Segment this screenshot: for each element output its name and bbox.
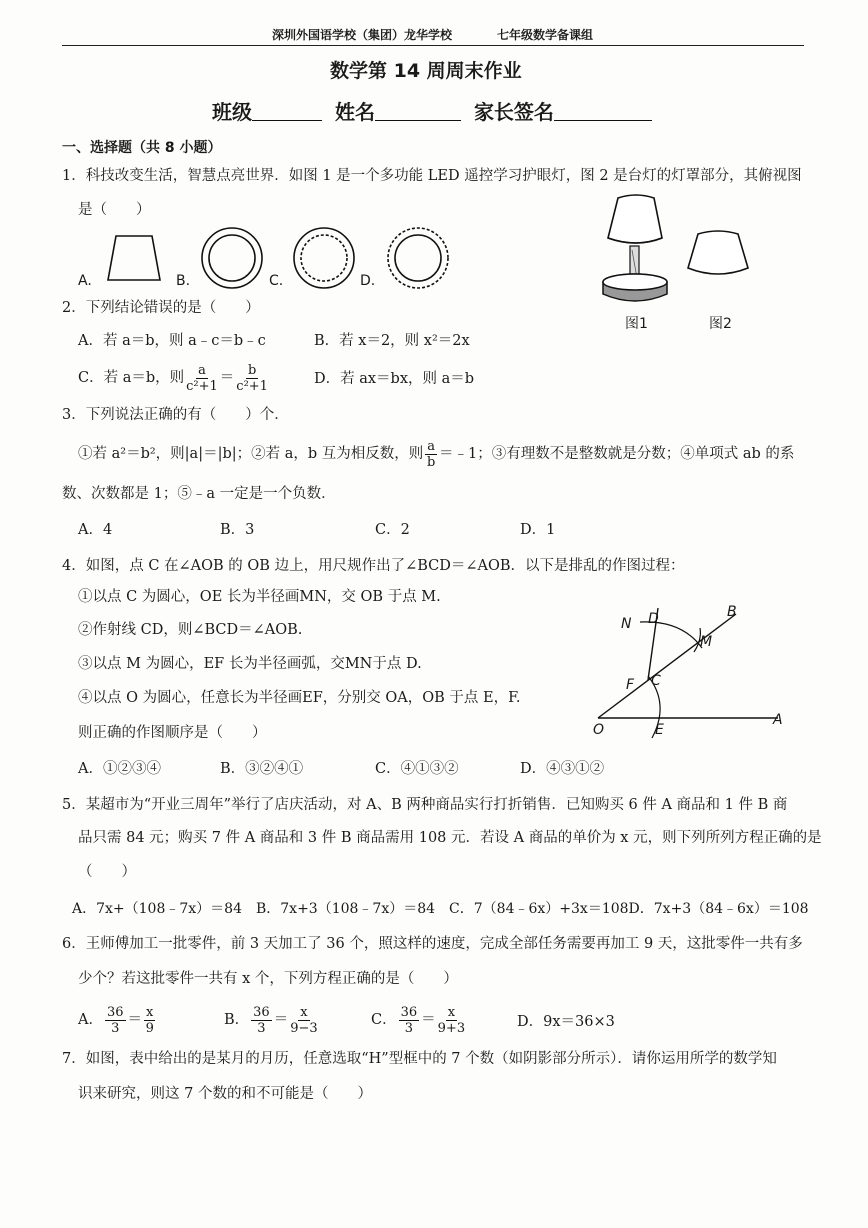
point-f-label: F <box>626 677 635 693</box>
q2-stem: 2．下列结论错误的是（ ） <box>62 300 260 316</box>
q7-stem-line2: 识来研究，则这 7 个数的和不可能是（ ） <box>78 1086 372 1102</box>
student-info <box>212 96 652 125</box>
q4-ask: 则正确的作图顺序是（ ） <box>78 725 267 741</box>
q2-option-a[interactable]: A．若 a＝b，则 a﹣c＝b﹣c <box>78 333 266 349</box>
q7-stem-line1: 7．如图，表中给出的是某月的月历，任意选取“H”型框中的 7 个数（如阴影部分所示）．请你运用所学的数学知 <box>62 1051 777 1067</box>
q4-step-2: ②作射线 CD，则∠BCD＝∠AOB. <box>78 622 303 638</box>
page-title: 数学第 14 周周末作业 <box>330 60 522 82</box>
header-rule <box>62 45 804 46</box>
parent-signature-blank[interactable] <box>554 100 652 121</box>
q2-option-b[interactable]: B．若 x＝2，则 x²＝2x <box>314 333 470 349</box>
class-blank[interactable] <box>252 100 322 121</box>
point-a-label: A <box>773 712 783 728</box>
q4-option-b[interactable]: B．③②④① <box>220 761 304 777</box>
q5-stem-line1: 5．某超市为“开业三周年”举行了店庆活动，对 A、B 两种商品实行打折销售．已知购买 6 件 A 商品和 1 件 B 商 <box>62 797 788 813</box>
q1-stem-line1: 1．科技改变生活，智慧点亮世界．如图 1 是一个多功能 LED 遥控学习护眼灯，图 2 是台灯的灯罩部分，其俯视图 <box>62 168 802 184</box>
q3-fraction: $\frac{a}{b}$ <box>427 438 436 470</box>
q1-option-d-label[interactable]: D. <box>360 273 376 289</box>
class-label: 班级 <box>212 100 252 124</box>
point-d-label: D <box>648 611 659 627</box>
point-b-label: B <box>727 604 737 620</box>
fig1-caption: 图1 <box>625 316 648 332</box>
q2-option-c-text: C．若 a＝b，则 <box>78 370 185 386</box>
q3-option-d[interactable]: D．1 <box>520 522 556 538</box>
q3-option-a[interactable]: A．4 <box>78 522 113 538</box>
fig1-desk-lamp <box>596 190 686 310</box>
q3-option-c[interactable]: C．2 <box>375 522 410 538</box>
q6-stem-line1: 6．王师傅加工一批零件，前 3 天加工了 36 个，照这样的速度，完成全部任务需要再加工 9 天，这批零件一共有多 <box>62 936 803 952</box>
q1-option-b-label[interactable]: B. <box>176 273 191 289</box>
q6-option-d[interactable]: D．9x＝36×3 <box>517 1014 615 1030</box>
q3-statements-text: ①若 a²＝b²，则|a|＝|b|；②若 a，b 互为相反数，则 <box>78 446 424 462</box>
q2-option-d[interactable]: D．若 ax＝bx，则 a＝b <box>314 371 475 387</box>
fig2-caption: 图2 <box>709 316 732 332</box>
prep-group: 七年级数学备课组 <box>497 28 594 42</box>
q3-statements-text-2: ＝﹣1；③有理数不是整数就是分数；④单项式 ab 的系 <box>439 446 795 462</box>
q4-stem: 4．如图，点 C 在∠AOB 的 OB 边上，用尺规作出了∠BCD＝∠AOB．以下是排乱的作图过程： <box>62 558 685 574</box>
q3-statements-line2: 数、次数都是 1；⑤﹣a 一定是一个负数． <box>62 486 336 502</box>
q4-step-3: ③以点 M 为圆心，EF 长为半径画弧，交MN于点 D. <box>78 656 422 672</box>
school-name: 深圳外国语学校（集团）龙华学校 <box>272 28 453 42</box>
q1-option-c-circles <box>292 226 356 290</box>
q3-statements-line1 <box>78 436 794 472</box>
q1-stem-line2: 是（ ） <box>78 202 151 218</box>
q5-stem-line3: （ ） <box>78 864 136 880</box>
q2-equals: ＝ <box>219 370 235 386</box>
name-blank[interactable] <box>375 100 461 121</box>
section-title: 一、选择题（共 8 小题） <box>62 140 222 156</box>
q1-option-c-label[interactable]: C. <box>269 273 284 289</box>
q3-option-b[interactable]: B．3 <box>220 522 255 538</box>
q2-fraction-a: $\frac{a}{\text{c²+1}}$ <box>186 362 218 394</box>
q1-option-b-circles <box>200 226 264 290</box>
q2-fraction-b: $\frac{b}{\text{c²+1}}$ <box>236 362 268 394</box>
q4-step-1: ①以点 C 为圆心，OE 长为半径画MN，交 OB 于点 M. <box>78 589 441 605</box>
q1-option-d-circles <box>386 226 450 290</box>
point-e-label: E <box>655 722 664 738</box>
q3-stem: 3．下列说法正确的有（ ）个． <box>62 407 289 423</box>
q6-option-c[interactable]: C． $\frac{36}{3}$ ＝ $\frac{x}{9+3}$ <box>371 1004 466 1036</box>
q4-option-a[interactable]: A．①②③④ <box>78 761 161 777</box>
point-n-label: N <box>621 616 632 632</box>
q6-stem-line2: 少个？若这批零件一共有 x 个，下列方程正确的是（ ） <box>78 971 458 987</box>
q6-option-a[interactable]: A． $\frac{36}{3}$ ＝ $\frac{x}{9}$ <box>78 1004 154 1036</box>
q2-option-c[interactable] <box>78 360 270 396</box>
name-label: 姓名 <box>334 100 375 124</box>
q4-option-d[interactable]: D．④③①② <box>520 761 605 777</box>
q1-option-a-label[interactable]: A. <box>78 273 92 289</box>
q4-step-4: ④以点 O 为圆心，任意长为半径画EF，分别交 OA，OB 于点 E，F. <box>78 690 521 706</box>
point-o-label: O <box>593 722 605 738</box>
parent-signature-label: 家长签名 <box>473 100 554 124</box>
point-c-label: C <box>651 673 661 689</box>
q6-option-b[interactable]: B． $\frac{36}{3}$ ＝ $\frac{x}{9-3}$ <box>224 1004 318 1036</box>
q5-stem-line2: 品只需 84 元；购买 7 件 A 商品和 3 件 B 商品需用 108 元．若设 A 商品的单价为 x 元，则下列所列方程正确的是 <box>78 830 822 846</box>
q5-options[interactable]: A．7x+（108﹣7x）＝84 B．7x+3（108﹣7x）＝84 C．7（84﹣6x）+3x＝108D．7x+3（84﹣6x）＝108 <box>72 901 809 917</box>
q4-option-c[interactable]: C．④①③② <box>375 761 459 777</box>
fig2-lamp-shade <box>684 226 754 282</box>
q1-option-a-trapezoid <box>104 232 164 284</box>
point-m-label: M <box>700 634 713 650</box>
